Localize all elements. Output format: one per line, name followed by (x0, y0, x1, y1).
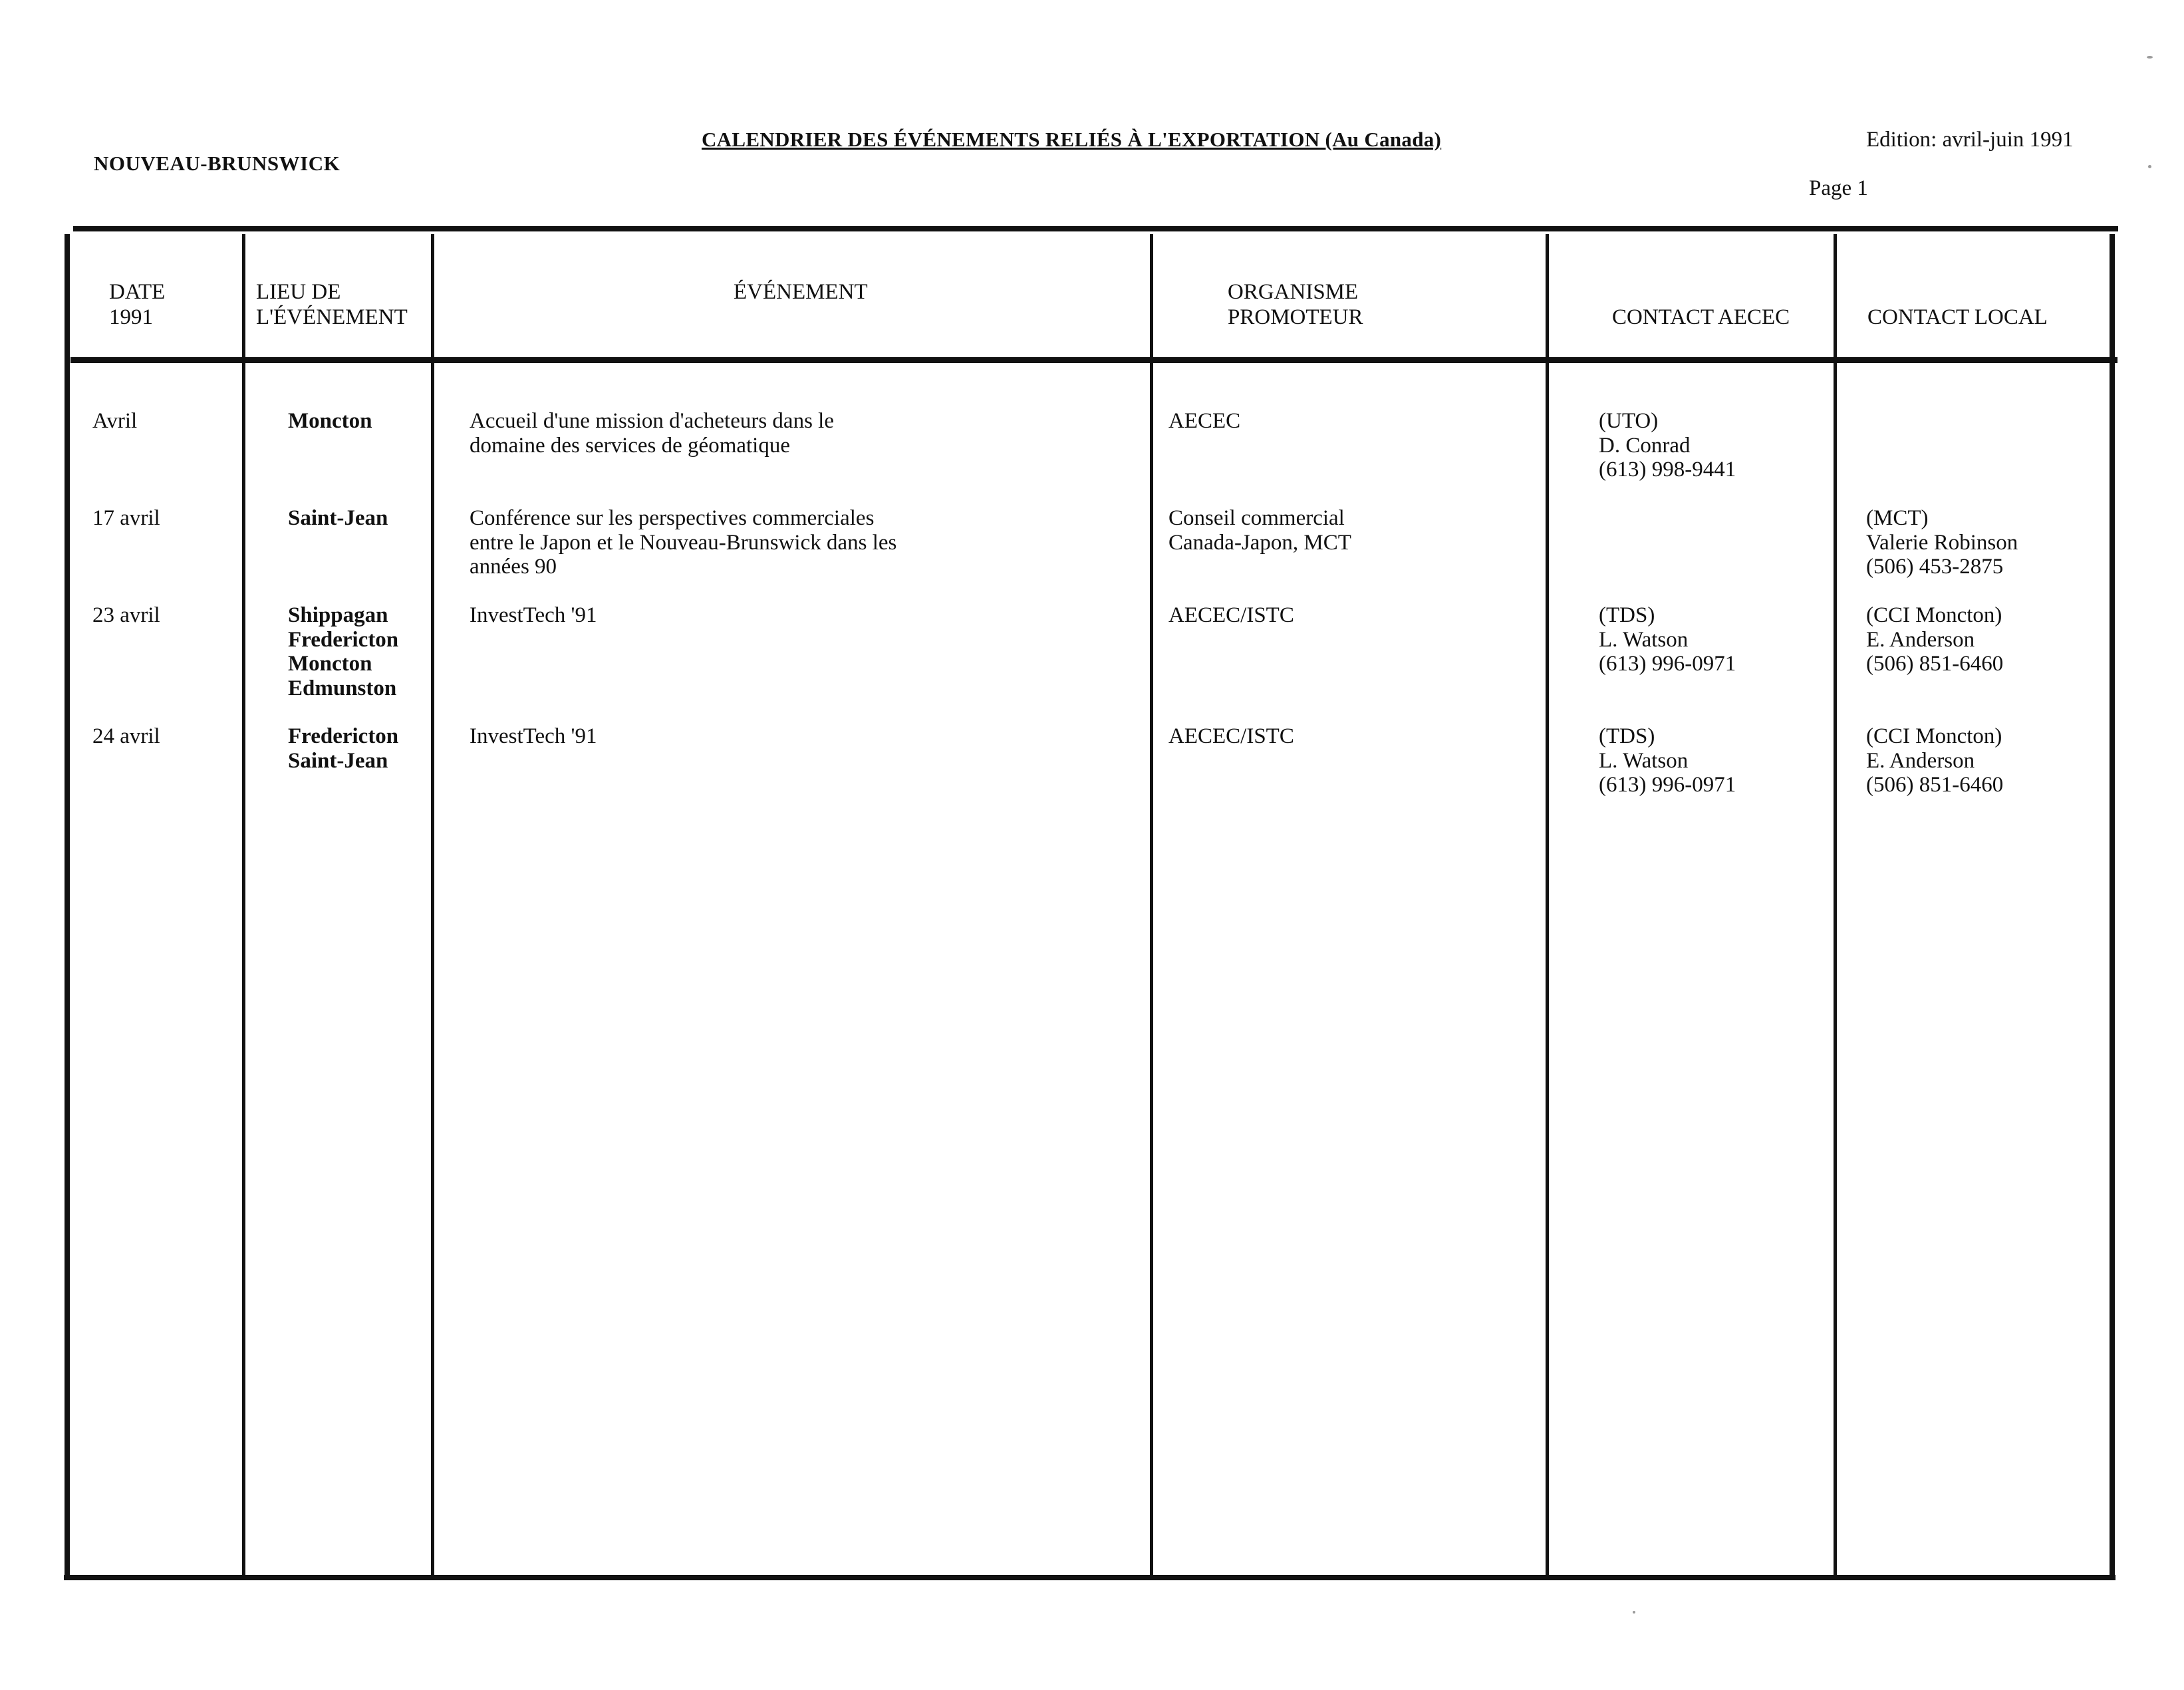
column-header-lieu: LIEU DE L'ÉVÉNEMENT (256, 280, 408, 329)
cell-lieu: Saint-Jean (288, 506, 388, 530)
cell-evenement: Conférence sur les perspectives commerciales entre le Japon et le Nouveau-Brunswick dans les années 90 (470, 506, 897, 579)
cell-contact-local: (CCI Moncton) E. Anderson (506) 851-6460 (1866, 603, 2004, 676)
scan-speck (2147, 56, 2153, 59)
column-divider (1834, 234, 1837, 1578)
cell-lieu: Fredericton Saint-Jean (288, 724, 399, 773)
column-header-evenement: ÉVÉNEMENT (734, 280, 868, 304)
cell-contact-aecec: (TDS) L. Watson (613) 996-0971 (1599, 603, 1736, 676)
cell-contact-local: (MCT) Valerie Robinson (506) 453-2875 (1866, 506, 2018, 579)
table-bottom-border (64, 1575, 2116, 1580)
cell-organisme: Conseil commercial Canada-Japon, MCT (1168, 506, 1351, 555)
cell-contact-local: (CCI Moncton) E. Anderson (506) 851-6460 (1866, 724, 2004, 797)
cell-lieu: Shippagan Fredericton Moncton Edmunston (288, 603, 399, 700)
cell-lieu: Moncton (288, 409, 372, 433)
document-title: CALENDRIER DES ÉVÉNEMENTS RELIÉS À L'EXPORTATION (Au Canada) (702, 128, 1442, 151)
column-divider (431, 234, 434, 1578)
cell-organisme: AECEC/ISTC (1168, 603, 1294, 627)
column-divider (1150, 234, 1153, 1578)
cell-date: 17 avril (92, 506, 160, 530)
region-label: NOUVEAU-BRUNSWICK (94, 152, 341, 175)
cell-organisme: AECEC/ISTC (1168, 724, 1294, 748)
column-header-contact-aecec: CONTACT AECEC (1612, 305, 1790, 329)
cell-evenement: InvestTech '91 (470, 603, 597, 627)
column-divider (242, 234, 245, 1578)
cell-contact-aecec: (UTO) D. Conrad (613) 998-9441 (1599, 409, 1736, 482)
table-right-border (2110, 234, 2115, 1578)
cell-evenement: Accueil d'une mission d'acheteurs dans le domaine des services de géomatique (470, 409, 834, 458)
header-bottom-border (70, 357, 2117, 363)
column-header-organisme: ORGANISME PROMOTEUR (1228, 280, 1363, 329)
table-top-border (73, 226, 2118, 231)
cell-date: 23 avril (92, 603, 160, 627)
cell-organisme: AECEC (1168, 409, 1241, 433)
cell-date: 24 avril (92, 724, 160, 748)
scan-speck (2148, 165, 2151, 168)
cell-date: Avril (92, 409, 138, 433)
cell-evenement: InvestTech '91 (470, 724, 597, 748)
scan-speck (1633, 1611, 1635, 1614)
cell-contact-aecec: (TDS) L. Watson (613) 996-0971 (1599, 724, 1736, 797)
column-header-date: DATE 1991 (109, 280, 166, 329)
column-header-contact-local: CONTACT LOCAL (1867, 305, 2048, 329)
table-left-border (65, 234, 70, 1580)
edition-label: Edition: avril-juin 1991 (1866, 128, 2074, 152)
column-divider (1546, 234, 1549, 1578)
page-number: Page 1 (1809, 176, 1868, 200)
